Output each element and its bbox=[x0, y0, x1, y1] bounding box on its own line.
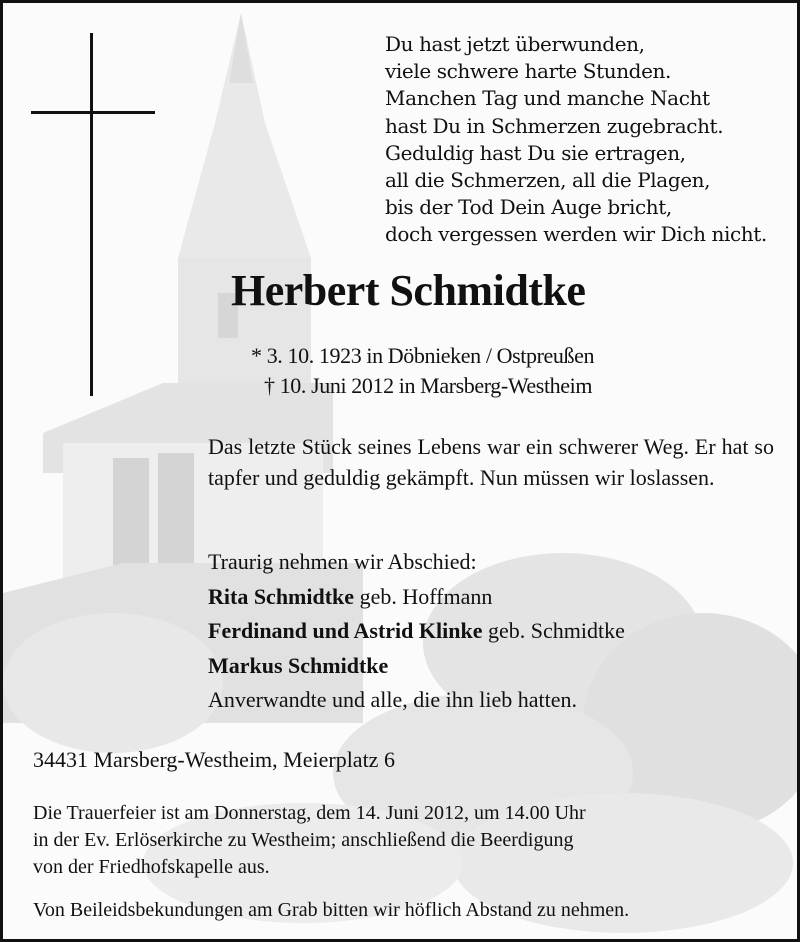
mourner-entry bbox=[208, 649, 625, 684]
poem bbox=[385, 31, 767, 249]
poem-line: doch vergessen werden wir Dich nicht. bbox=[385, 222, 767, 247]
mourners-intro: Traurig nehmen wir Abschied: bbox=[208, 549, 477, 574]
mourner-entry bbox=[208, 580, 625, 615]
mourner-entry bbox=[208, 614, 625, 649]
poem-line: Geduldig hast Du sie ertragen, bbox=[385, 140, 686, 165]
poem-line: hast Du in Schmerzen zugebracht. bbox=[385, 113, 724, 138]
poem-line: all die Schmerzen, all die Plagen, bbox=[385, 168, 711, 193]
service-line: von der Friedhofskapelle aus. bbox=[33, 856, 270, 878]
mourners-closing: Anverwandte und alle, die ihn lieb hatten. bbox=[208, 687, 577, 712]
deceased-name: Herbert Schmidtke bbox=[231, 266, 586, 315]
poem-line: viele schwere harte Stunden. bbox=[385, 59, 671, 84]
death-date: † 10. Juni 2012 in Marsberg-Westheim bbox=[264, 373, 593, 398]
service-line: Die Trauerfeier ist am Donnerstag, dem 14. Juni 2012, um 14.00 Uhr bbox=[33, 802, 586, 824]
mourner-name: Ferdinand und Astrid Klinke bbox=[208, 618, 483, 643]
family-address: 34431 Marsberg-Westheim, Meierplatz 6 bbox=[33, 747, 395, 772]
mourner-name: Markus Schmidtke bbox=[208, 652, 389, 678]
cross-icon-beam bbox=[31, 111, 155, 114]
mourner-suffix: geb. Schmidtke bbox=[482, 618, 625, 643]
mourner-name: Rita Schmidtke bbox=[208, 583, 355, 609]
poem-line: Du hast jetzt überwunden, bbox=[385, 32, 645, 56]
mourners-list bbox=[208, 545, 625, 718]
birth-date: * 3. 10. 1923 in Döbnieken / Ostpreußen bbox=[251, 343, 595, 368]
poem-line: Manchen Tag und manche Nacht bbox=[385, 86, 710, 111]
tribute-text: Das letzte Stück seines Lebens war ein schwerer Weg. Er hat so tapfer und geduldig gekämpft. Nun müssen wir loslassen. bbox=[208, 434, 774, 490]
cross-icon bbox=[90, 33, 93, 396]
life-dates bbox=[251, 341, 594, 401]
condolence-note: Von Beileidsbekundungen am Grab bitten wir höflich Abstand zu nehmen. bbox=[33, 899, 630, 921]
poem-line: bis der Tod Dein Auge bricht, bbox=[385, 195, 672, 220]
service-line: in der Ev. Erlöserkirche zu Westheim; anschließend die Beerdigung bbox=[33, 829, 574, 851]
funeral-service-info bbox=[33, 800, 775, 881]
mourner-suffix: geb. Hoffmann bbox=[354, 583, 493, 609]
